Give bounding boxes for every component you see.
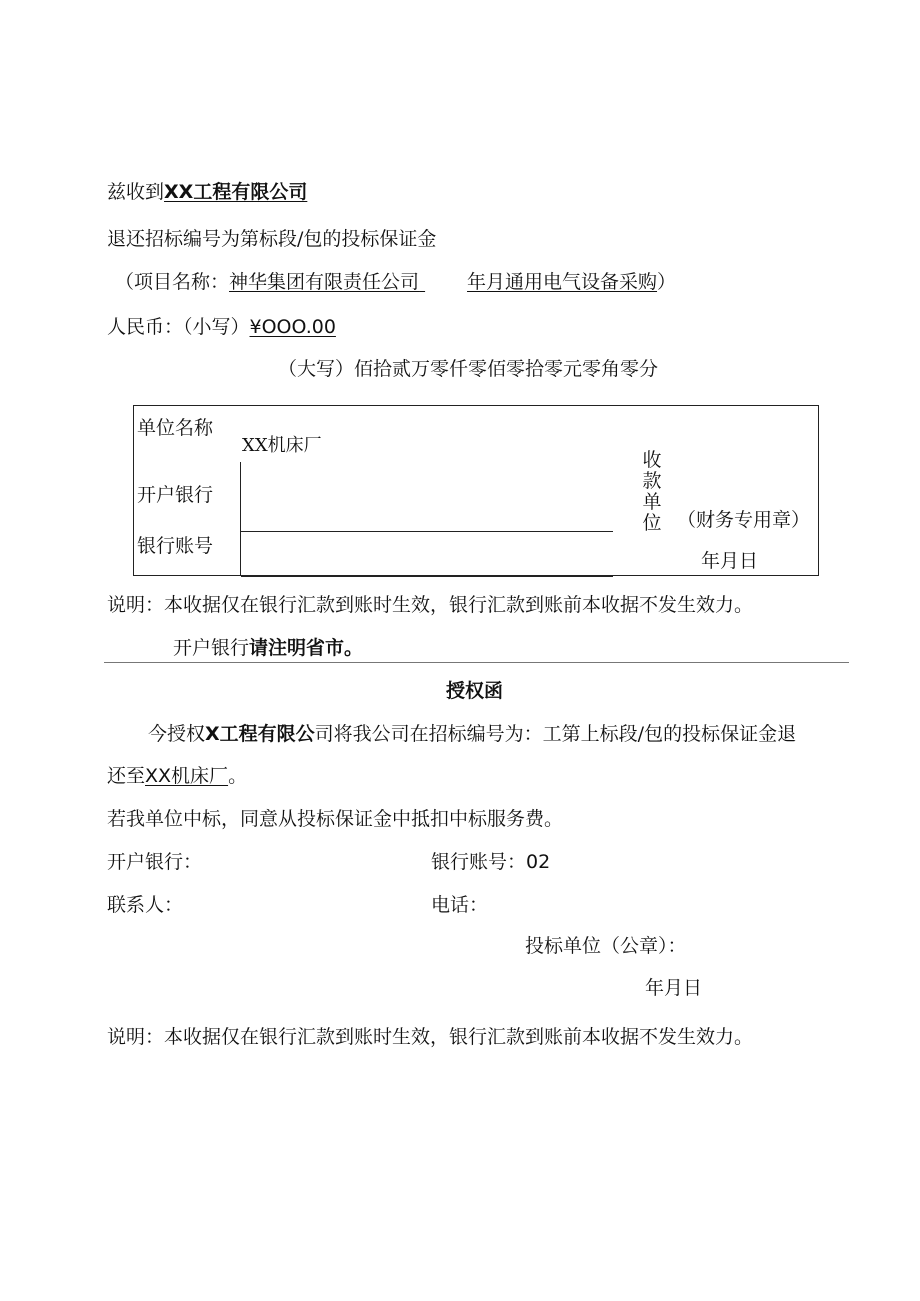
auth-paragraph-1 xyxy=(148,722,796,746)
project-name-2: 年月通用电气设备采购 xyxy=(467,271,658,293)
auth-sign-label: 投标单位（公章）： xyxy=(525,935,687,957)
payee-vertical-label xyxy=(640,450,664,534)
finance-seal-label: （财务专用章） xyxy=(677,509,811,531)
auth-account-value: 02 xyxy=(526,851,551,873)
auth-date: 年月日 xyxy=(645,977,703,999)
auth-contact-label: 联系人： xyxy=(107,894,184,916)
auth-title: 授权函 xyxy=(446,680,504,702)
project-open: （项目名称： xyxy=(115,271,230,293)
bank-note-bold: 请注明省市。 xyxy=(249,637,364,659)
receipt-note: 说明：本收据仅在银行汇款到账时生效，银行汇款到账前本收据不发生效力。 xyxy=(107,594,754,616)
auth-p2-company: XX机床厂 xyxy=(145,765,229,787)
received-prefix: 兹收到 xyxy=(107,181,165,203)
rmb-small-value: ¥OOO.00 xyxy=(249,316,336,338)
payee-char: 收 xyxy=(642,449,662,471)
auth-note: 说明：本收据仅在银行汇款到账时生效，银行汇款到账前本收据不发生效力。 xyxy=(107,1026,754,1048)
rmb-small-label: 人民币：（小写） xyxy=(107,316,250,338)
auth-account-line xyxy=(431,850,550,874)
payee-char: 单 xyxy=(642,491,662,513)
payee-char: 位 xyxy=(642,512,662,534)
bank-label: 开户银行 xyxy=(137,484,214,506)
account-label: 银行账号 xyxy=(137,535,214,557)
project-line xyxy=(115,270,676,294)
auth-p2-prefix: 还至 xyxy=(107,765,146,787)
rmb-big-line: （大写）佰拾贰万零仟零佰零拾零元零角零分 xyxy=(278,358,659,380)
refund-line: 退还招标编号为第标段/包的投标保证金 xyxy=(107,228,437,250)
auth-p1-prefix: 今授权 xyxy=(148,723,206,745)
project-name: 神华集团有限责任公司 xyxy=(229,271,420,293)
auth-p2-end: 。 xyxy=(228,765,248,787)
auth-paragraph-2 xyxy=(107,764,247,788)
auth-bank-label: 开户银行： xyxy=(107,851,203,873)
project-close: ） xyxy=(657,271,677,293)
section-separator xyxy=(104,662,849,663)
table-divider-vertical xyxy=(240,462,241,576)
table-line-account xyxy=(241,576,613,577)
received-company: XX工程有限公司 xyxy=(164,181,308,203)
table-date: 年月日 xyxy=(701,550,759,572)
auth-phone-label: 电话： xyxy=(431,894,489,916)
payee-char: 款 xyxy=(642,470,662,492)
auth-paragraph-3: 若我单位中标，同意从投标保证金中抵扣中标服务费。 xyxy=(107,808,564,830)
bank-note-line xyxy=(173,636,363,660)
unit-name-label: 单位名称 xyxy=(137,417,214,439)
table-line-bank xyxy=(241,531,613,532)
rmb-small-line xyxy=(107,315,336,339)
unit-name-value: XX机床厂 xyxy=(242,435,322,456)
bank-note-prefix: 开户银行 xyxy=(173,637,250,659)
auth-p1-rest: 司将我公司在招标编号为：工第上标段/包的投标保证金退 xyxy=(314,723,797,745)
auth-p1-company: X工程有限公 xyxy=(205,723,315,745)
received-from-line xyxy=(107,180,307,204)
project-gap xyxy=(419,270,467,294)
auth-account-label: 银行账号： xyxy=(431,851,527,873)
